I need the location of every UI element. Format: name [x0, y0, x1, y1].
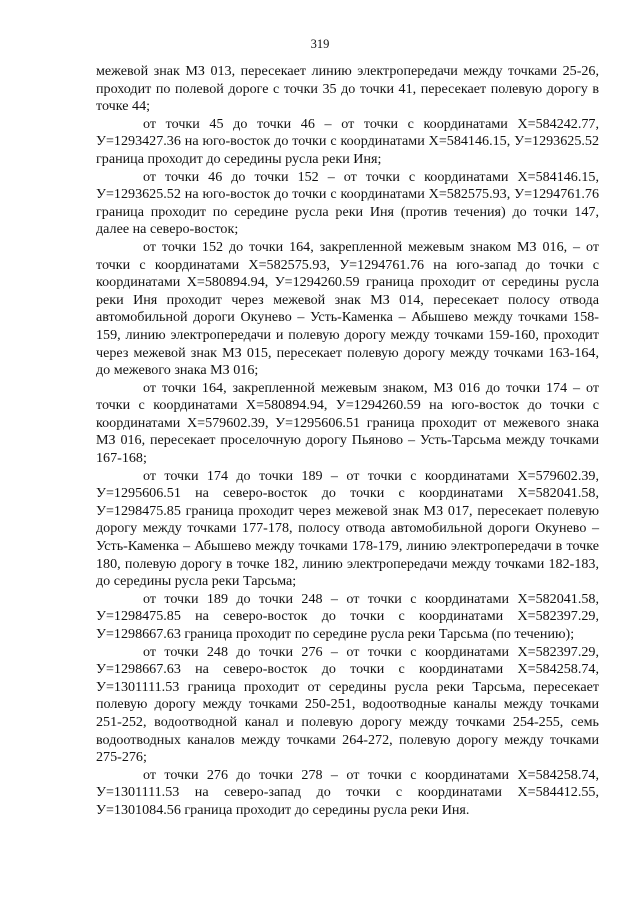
document-body	[96, 63, 599, 820]
paragraph-segment-45-46: от точки 45 до точки 46 – от точки с координатами X=584242.77, У=1293427.36 на юго-восток до точки с координатами X=584146.15, У=1293625.52 граница проходит до середины русла реки Иня;	[96, 115, 599, 167]
paragraph-segment-174-189: от точки 174 до точки 189 – от точки с координатами X=579602.39, У=1295606.51 на северо-восток до точки с координатами X=582041.58, У=1298475.85 граница проходит через межевой знак МЗ 017, пересекает полевую дорогу между точками 177-178, полосу отвода автомобильной дороги Окунево – Усть-Каменка – Абышево между точками 178-179, линию электропередачи в точке 180, полевую дорогу в точке 182, линию электропередачи между точками 182-183, до середины русла реки Тарсьма;	[96, 467, 599, 590]
paragraph-segment-152-164: от точки 152 до точки 164, закрепленной межевым знаком МЗ 016, – от точки с координатами X=582575.93, У=1294761.76 на юго-запад до точки с координатами X=580894.94, У=1294260.59 граница проходит от середины русла реки Иня проходит через межевой знак МЗ 014, пересекает полосу отвода автомобильной дороги Окунево – Усть-Каменка – Абышево между точками 158-159, линию электропередачи и полевую дорогу между точками 159-160, проходит через межевой знак МЗ 015, пересекает полевую дорогу между точками 163-164, до межевого знака МЗ 016;	[96, 238, 599, 379]
paragraph-segment-189-248: от точки 189 до точки 248 – от точки с координатами X=582041.58, У=1298475.85 на северо-восток до точки с координатами X=582397.29, У=1298667.63 граница проходит по середине русла реки Тарсьма (по течению);	[96, 590, 599, 642]
paragraph-segment-46-152: от точки 46 до точки 152 – от точки с координатами X=584146.15, У=1293625.52 на юго-восток до точки с координатами X=582575.93, У=1294761.76 граница проходит по середине русла реки Иня (против течения) до точки 147, далее на северо-восток;	[96, 168, 599, 238]
page-number: 319	[310, 37, 330, 51]
paragraph-continuation: межевой знак МЗ 013, пересекает линию электропередачи между точками 25-26, проходит по полевой дороге с точки 35 до точки 41, пересекает полевую дорогу в точке 44;	[96, 63, 599, 115]
paragraph-segment-248-276: от точки 248 до точки 276 – от точки с координатами X=582397.29, У=1298667.63 на северо-восток до точки с координатами X=584258.74, У=1301111.53 граница проходит от середины русла реки Тарсьма, пересекает полевую дорогу между точками 250-251, водоотводные каналы между точками 251-252, водоотводной канал и полевую дорогу между точками 254-255, семь водоотводных каналов между точками 264-272, полевую дорогу между точками 275-276;	[96, 643, 599, 766]
paragraph-segment-164-174: от точки 164, закрепленной межевым знаком, МЗ 016 до точки 174 – от точки с координатами X=580894.94, У=1294260.59 на юго-восток до точки с координатами X=579602.39, У=1295606.51 граница проходит от межевого знака МЗ 016, пересекает проселочную дорогу Пьяново – Усть-Тарсьма между точками 167-168;	[96, 379, 599, 467]
paragraph-segment-276-278: от точки 276 до точки 278 – от точки с координатами X=584258.74, У=1301111.53 на северо-запад до точки с координатами X=584412.55, У=1301084.56 граница проходит до середины русла реки Иня.	[96, 766, 599, 818]
